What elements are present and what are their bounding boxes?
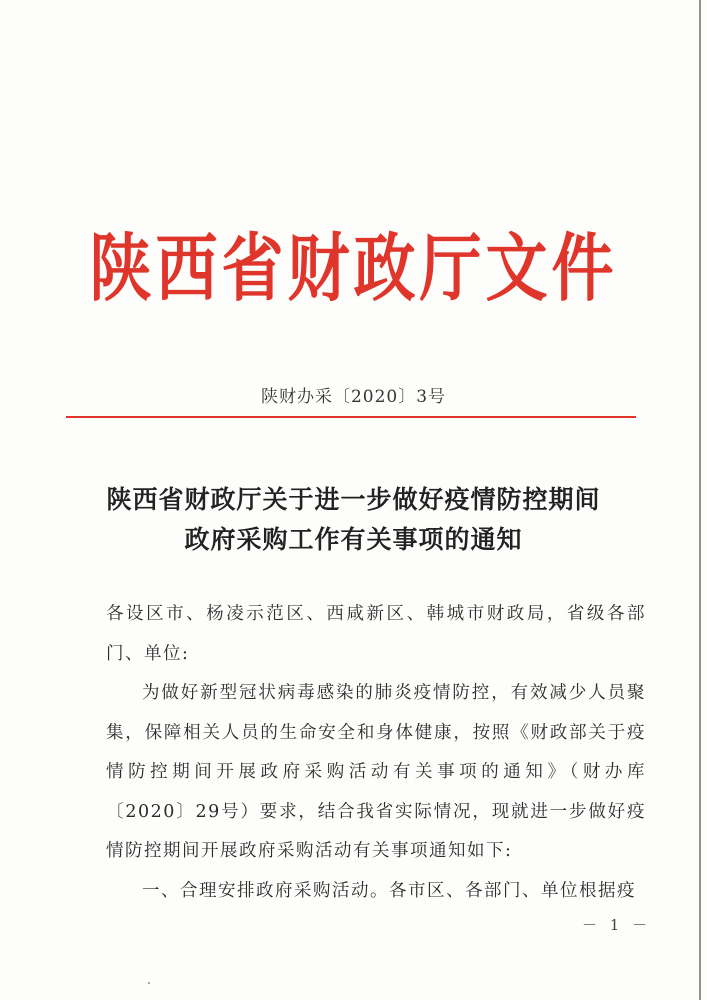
document-number: 陕财办采〔2020〕3号 [260,387,447,407]
notice-title [0,480,707,560]
notice-title-line-2: 政府采购工作有关事项的通知 [184,525,523,554]
notice-title-line-1: 陕西省财政厅关于进一步做好疫情防控期间 [106,485,601,514]
red-separator-line [66,416,636,418]
scan-speck [148,982,150,984]
addressee: 各设区市、杨凌示范区、西咸新区、韩城市财政局，省级各部门、单位: [106,604,646,664]
notice-body [106,595,646,911]
page-number: － 1 － [582,916,652,934]
body-paragraph-2: 一、合理安排政府采购活动。各市区、各部门、单位根据疫 [142,880,636,901]
letterhead-title: 陕西省财政厅文件 [89,224,618,312]
body-paragraph-1: 为做好新型冠状病毒感染的肺炎疫情防控，有效减少人员聚集，保障相关人员的生命安全和身体健康，按照《财政部关于疫情防控期间开展政府采购活动有关事项的通知》（财办库〔2020〕29号）要求，结合我省实际情况，现就进一步做好疫情防控期间开展政府采购活动有关事项通知如下: [106,683,646,861]
